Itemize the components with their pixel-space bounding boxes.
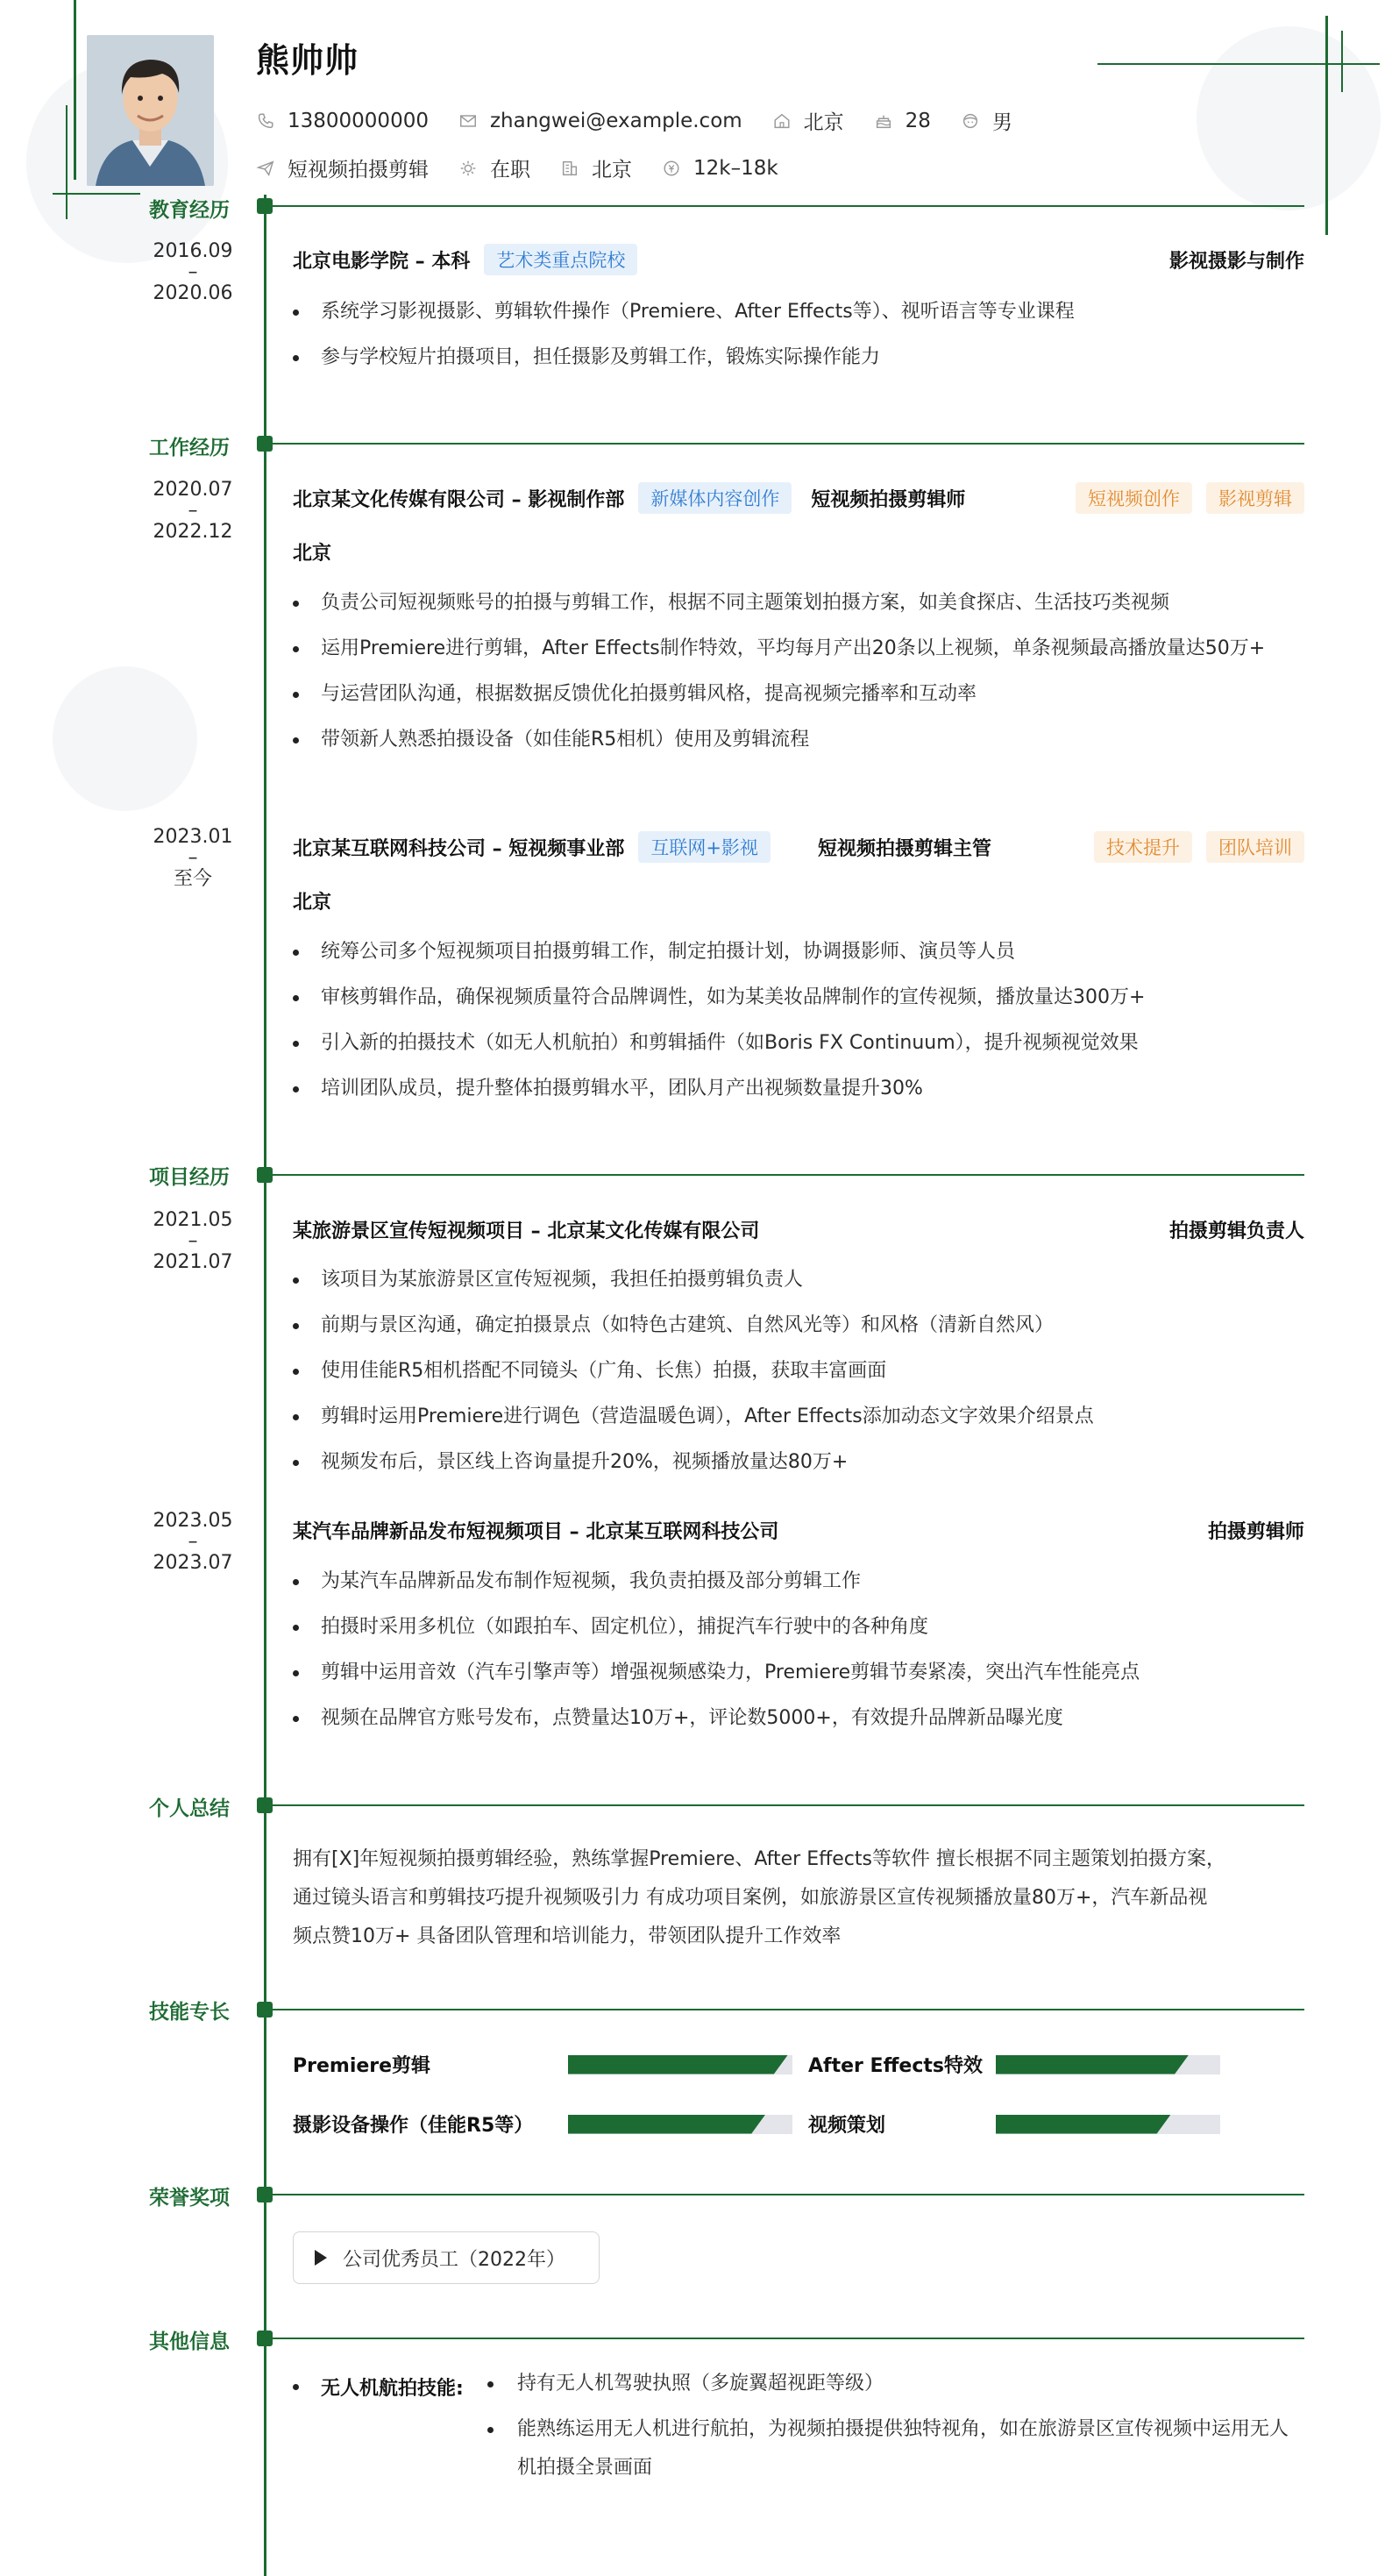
project-bullets (293, 1261, 1304, 1482)
summary-line: 通过镜头语言和剪辑技巧提升视频吸引力 有成功项目案例，如旅游景区宣传视频播放量80万+，汽车新品视 (293, 1887, 1208, 1909)
work-date (140, 480, 245, 543)
job-target-text: 短视频拍摄剪辑 (288, 159, 429, 181)
contact-row (256, 106, 1042, 135)
skill-name: 视频策划 (808, 2115, 886, 2137)
section-dot (257, 436, 273, 452)
list-item: 参与学校短片拍摄项目，担任摄影及剪辑工作，锻炼实际操作能力 (293, 338, 1304, 377)
list-item: 剪辑中运用音效（汽车引擎声等）增强视频感染力，Premiere剪辑节奏紧凑，突出汽车性能亮点 (293, 1654, 1304, 1692)
summary-text (293, 1840, 1304, 1956)
section-title-honors: 荣誉奖项 (149, 2187, 230, 2210)
section-divider (272, 443, 1304, 445)
job-row (256, 153, 808, 182)
work-city-text: 北京 (592, 159, 632, 181)
phone-icon (256, 111, 275, 131)
section-title-summary: 个人总结 (149, 1797, 230, 1820)
skill-item (808, 2110, 1220, 2138)
section-divider (272, 1174, 1304, 1176)
summary-line: 频点赞10万+ 具备团队管理和培训能力，带领团队提升工作效率 (293, 1925, 842, 1947)
avatar-portrait (87, 35, 214, 186)
section-dot (257, 2002, 273, 2017)
skill-item (293, 2051, 792, 2078)
company-name: 北京某互联网科技公司 – 短视频事业部 (293, 837, 625, 860)
section-dot (257, 2187, 273, 2202)
salary-text: 12k–18k (693, 156, 778, 180)
list-item: 为某汽车品牌新品发布制作短视频，我负责拍摄及部分剪辑工作 (293, 1562, 1304, 1601)
skill-bar (568, 2115, 792, 2134)
date-separator: – (188, 261, 198, 283)
other-info-label: 无人机航拍技能: (293, 2373, 487, 2494)
honor-label: 公司优秀员工（2022年） (343, 2248, 565, 2271)
job-target-item (256, 153, 429, 182)
decor-line (1325, 16, 1328, 235)
list-item: 运用Premiere进行剪辑，After Effects制作特效，平均每月产出20条以上视频，单条视频最高播放量达50万+ (293, 630, 1304, 668)
play-triangle-icon (315, 2250, 327, 2266)
job-role: 短视频拍摄剪辑师 (811, 488, 966, 511)
list-item: 与运营团队沟通，根据数据反馈优化拍摄剪辑风格，提高视频完播率和互动率 (293, 675, 1304, 714)
section-divider (272, 2194, 1304, 2195)
section-dot (257, 1797, 273, 1813)
list-item: 引入新的拍摄技术（如无人机航拍）和剪辑插件（如Boris FX Continuum），提升视频视觉效果 (293, 1024, 1304, 1063)
list-item: 统筹公司多个短视频项目拍摄剪辑工作，制定拍摄计划，协调摄影师、演员等人员 (293, 933, 1304, 971)
status-icon (458, 159, 478, 178)
skill-bar (996, 2115, 1220, 2134)
work-entry-header (293, 831, 1304, 863)
date-separator: – (188, 1230, 198, 1252)
project-entry-header (293, 1517, 1304, 1544)
age-text: 28 (905, 109, 931, 132)
work-entry-header (293, 482, 1304, 514)
company-name: 北京某文化传媒有限公司 – 影视制作部 (293, 488, 625, 511)
date-start: 2023.01 (153, 826, 233, 848)
age-item (874, 110, 931, 132)
list-item: 视频发布后，景区线上咨询量提升20%，视频播放量达80万+ (293, 1443, 1304, 1482)
list-item: 带领新人熟悉拍摄设备（如佳能R5相机）使用及剪辑流程 (293, 721, 1304, 759)
work-bullets (293, 584, 1304, 759)
skill-bar-fill (996, 2055, 1189, 2074)
date-end: 2021.07 (153, 1251, 233, 1273)
date-separator: – (188, 847, 198, 869)
project-role: 拍摄剪辑负责人 (1168, 1220, 1304, 1242)
education-date (140, 241, 245, 304)
skill-bar (568, 2055, 792, 2074)
list-item: 剪辑时运用Premiere进行调色（营造温暖色调），After Effects添加动态文字效果介绍景点 (293, 1398, 1304, 1436)
project-role: 拍摄剪辑师 (1207, 1521, 1304, 1543)
date-separator: – (188, 500, 198, 522)
project-bullets (293, 1562, 1304, 1738)
decor-line (1097, 63, 1380, 65)
list-item: 使用佳能R5相机搭配不同镜头（广角、长焦）拍摄，获取丰富画面 (293, 1352, 1304, 1391)
list-item: 负责公司短视频账号的拍摄与剪辑工作，根据不同主题策划拍摄方案，如美食探店、生活技巧类视频 (293, 584, 1304, 623)
skill-name: Premiere剪辑 (293, 2055, 431, 2077)
section-divider (272, 2009, 1304, 2010)
school-name: 北京电影学院 – 本科 (293, 250, 471, 273)
avatar (87, 35, 214, 186)
major-name: 影视摄影与制作 (1168, 250, 1304, 273)
section-divider (272, 1804, 1304, 1806)
city-text: 北京 (803, 111, 844, 134)
skill-bar-fill (996, 2115, 1171, 2134)
email-item (458, 110, 742, 132)
honor-item[interactable] (293, 2231, 600, 2284)
project-date (140, 1210, 245, 1273)
list-item: 系统学习影视摄影、剪辑软件操作（Premiere、After Effects等）、视听语言等专业课程 (293, 293, 1304, 331)
date-end: 2020.06 (153, 282, 233, 304)
work-city: 北京 (293, 892, 332, 914)
skill-item (293, 2110, 792, 2138)
mail-icon (458, 111, 478, 131)
project-date (140, 1511, 245, 1574)
date-start: 2021.05 (153, 1209, 233, 1231)
date-end: 2023.07 (153, 1552, 233, 1574)
salary-item (662, 157, 778, 180)
skill-bar-fill (568, 2115, 765, 2134)
gender-item (961, 106, 1012, 135)
work-date (140, 827, 245, 890)
skill-tag: 技术提升 (1094, 831, 1192, 863)
section-dot (257, 1167, 273, 1183)
list-item: 持有无人机驾驶执照（多旋翼超视距等级） (487, 2365, 1304, 2403)
email-text: zhangwei@example.com (489, 109, 742, 132)
list-item: 该项目为某旅游景区宣传短视频，我担任拍摄剪辑负责人 (293, 1261, 1304, 1299)
skill-name: 摄影设备操作（佳能R5等） (293, 2115, 534, 2137)
skill-tag: 团队培训 (1206, 831, 1304, 863)
phone-text: 13800000000 (288, 109, 429, 132)
section-divider (272, 2338, 1304, 2339)
education-entry-header (293, 244, 1304, 275)
skill-bar (996, 2055, 1220, 2074)
date-start: 2020.07 (153, 479, 233, 501)
industry-tag: 新媒体内容创作 (638, 482, 792, 514)
other-info-row (293, 2373, 1304, 2494)
decor-circle-top-right (1197, 26, 1381, 210)
skill-tag: 影视剪辑 (1206, 482, 1304, 514)
cake-icon (874, 111, 893, 131)
decor-line (74, 0, 76, 180)
phone-item (256, 110, 429, 132)
status-item (458, 153, 530, 182)
section-title-education: 教育经历 (149, 199, 230, 222)
date-separator: – (188, 1531, 198, 1553)
list-item: 审核剪辑作品，确保视频质量符合品牌调性，如为某美妆品牌制作的宣传视频，播放量达300万+ (293, 978, 1304, 1017)
status-text: 在职 (490, 159, 530, 181)
date-start: 2016.09 (153, 240, 233, 262)
decor-line (66, 105, 67, 219)
list-item: 能熟练运用无人机进行航拍，为视频拍摄提供独特视角，如在旅游景区宣传视频中运用无人机拍摄全景画面 (487, 2410, 1304, 2487)
skill-bar-fill (568, 2055, 788, 2074)
salary-icon (662, 159, 681, 178)
work-city-item (560, 153, 632, 182)
project-title: 某汽车品牌新品发布短视频项目 – 北京某互联网科技公司 (293, 1521, 779, 1543)
section-dot (257, 2330, 273, 2346)
section-title-projects: 项目经历 (149, 1166, 230, 1189)
project-entry-header (293, 1216, 1304, 1243)
date-end: 2022.12 (153, 521, 233, 543)
education-bullets (293, 293, 1304, 377)
list-item: 拍摄时采用多机位（如跟拍车、固定机位），捕捉汽车行驶中的各种角度 (293, 1608, 1304, 1647)
gender-text: 男 (991, 111, 1012, 134)
home-icon (772, 111, 792, 131)
skill-tag: 短视频创作 (1076, 482, 1192, 514)
work-bullets (293, 933, 1304, 1108)
decor-line (1341, 31, 1343, 92)
skill-name: After Effects特效 (808, 2055, 983, 2077)
section-title-other: 其他信息 (149, 2330, 230, 2353)
list-item: 视频在品牌官方账号发布，点赞量达10万+，评论数5000+，有效提升品牌新品曝光度 (293, 1699, 1304, 1738)
building-icon (560, 159, 579, 178)
list-item: 前期与景区沟通，确定拍摄景点（如特色古建筑、自然风光等）和风格（清新自然风） (293, 1306, 1304, 1345)
gender-icon (961, 111, 980, 131)
industry-tag: 互联网+影视 (638, 831, 771, 863)
city-item (772, 106, 844, 135)
project-title: 某旅游景区宣传短视频项目 – 北京某文化传媒有限公司 (293, 1220, 760, 1242)
summary-line: 拥有[X]年短视频拍摄剪辑经验，熟练掌握Premiere、After Effects等软件 擅长根据不同主题策划拍摄方案， (293, 1848, 1225, 1870)
date-end: 至今 (173, 868, 212, 890)
timeline-line (264, 195, 266, 2576)
school-tag: 艺术类重点院校 (484, 244, 637, 275)
work-city: 北京 (293, 543, 332, 565)
list-item: 培训团队成员，提升整体拍摄剪辑水平，团队月产出视频数量提升30% (293, 1070, 1304, 1108)
date-start: 2023.05 (153, 1510, 233, 1532)
section-title-work: 工作经历 (149, 437, 230, 459)
decor-circle-mid-left (53, 666, 197, 811)
send-icon (256, 159, 275, 178)
job-role: 短视频拍摄剪辑主管 (817, 837, 991, 860)
section-divider (272, 205, 1304, 207)
candidate-name: 熊帅帅 (256, 41, 359, 80)
section-dot (257, 198, 273, 214)
skill-item (808, 2051, 1220, 2078)
other-info-list (487, 2365, 1304, 2494)
section-title-skills: 技能专长 (149, 2001, 230, 2024)
